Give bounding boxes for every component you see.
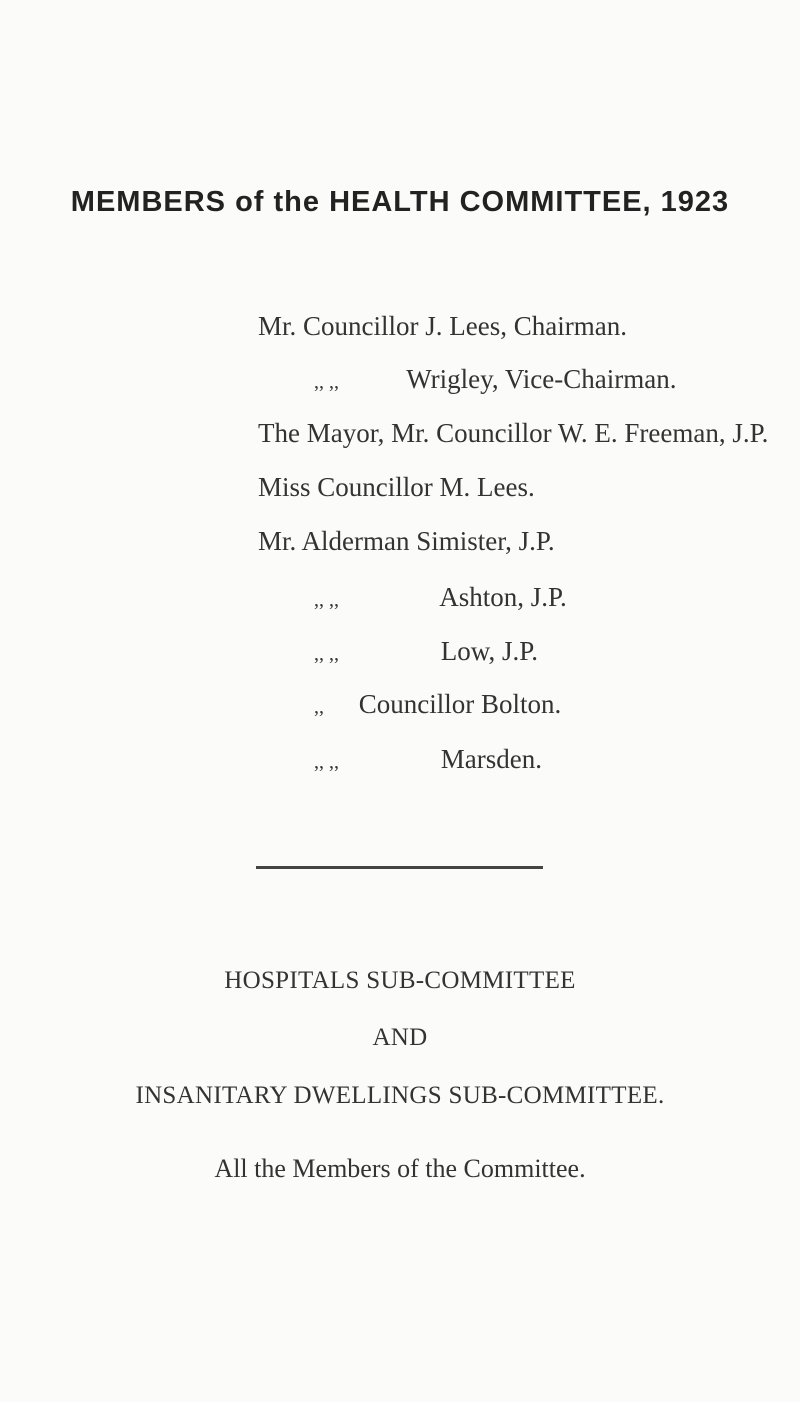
member-text: Low, J.P. xyxy=(440,636,539,666)
member-line-chairman xyxy=(258,311,627,342)
member-text: Miss Councillor M. Lees. xyxy=(258,472,535,502)
ditto-marks: ,, xyxy=(314,696,324,718)
member-text: Councillor Bolton. xyxy=(358,689,562,719)
ditto-marks: ,, ,, xyxy=(314,589,339,611)
ditto-marks: ,, ,, xyxy=(314,643,339,665)
member-line-miss-lees xyxy=(258,472,535,503)
member-line-vice-chairman xyxy=(314,364,676,395)
subcommittee-note: All the Members of the Committee. xyxy=(214,1154,586,1183)
subcommittee-heading-and: AND xyxy=(372,1024,428,1051)
subcommittee-heading-2: INSANITARY DWELLINGS SUB-COMMITTEE. xyxy=(135,1082,665,1109)
member-line-ashton xyxy=(314,582,567,613)
divider-rule xyxy=(256,866,543,869)
member-line-low xyxy=(314,636,538,667)
member-line-marsden xyxy=(314,744,542,775)
ditto-marks: ,, ,, xyxy=(314,371,339,393)
page-title: MEMBERS of the HEALTH COMMITTEE, 1923 xyxy=(70,186,730,218)
member-text: Marsden. xyxy=(440,744,542,774)
member-line-bolton xyxy=(314,689,561,720)
ditto-marks: ,, ,, xyxy=(314,751,339,773)
subcommittee-heading-1: HOSPITALS SUB-COMMITTEE xyxy=(224,967,576,994)
member-text: Mr. Councillor J. Lees, Chairman. xyxy=(258,311,627,341)
member-line-simister xyxy=(258,526,555,557)
member-text: Mr. Alderman Simister, J.P. xyxy=(258,526,555,556)
member-line-mayor xyxy=(258,418,768,449)
member-text: The Mayor, Mr. Councillor W. E. Freeman, J.P. xyxy=(258,418,769,448)
member-text: Wrigley, Vice-Chairman. xyxy=(406,364,677,394)
member-text: Ashton, J.P. xyxy=(439,582,567,612)
